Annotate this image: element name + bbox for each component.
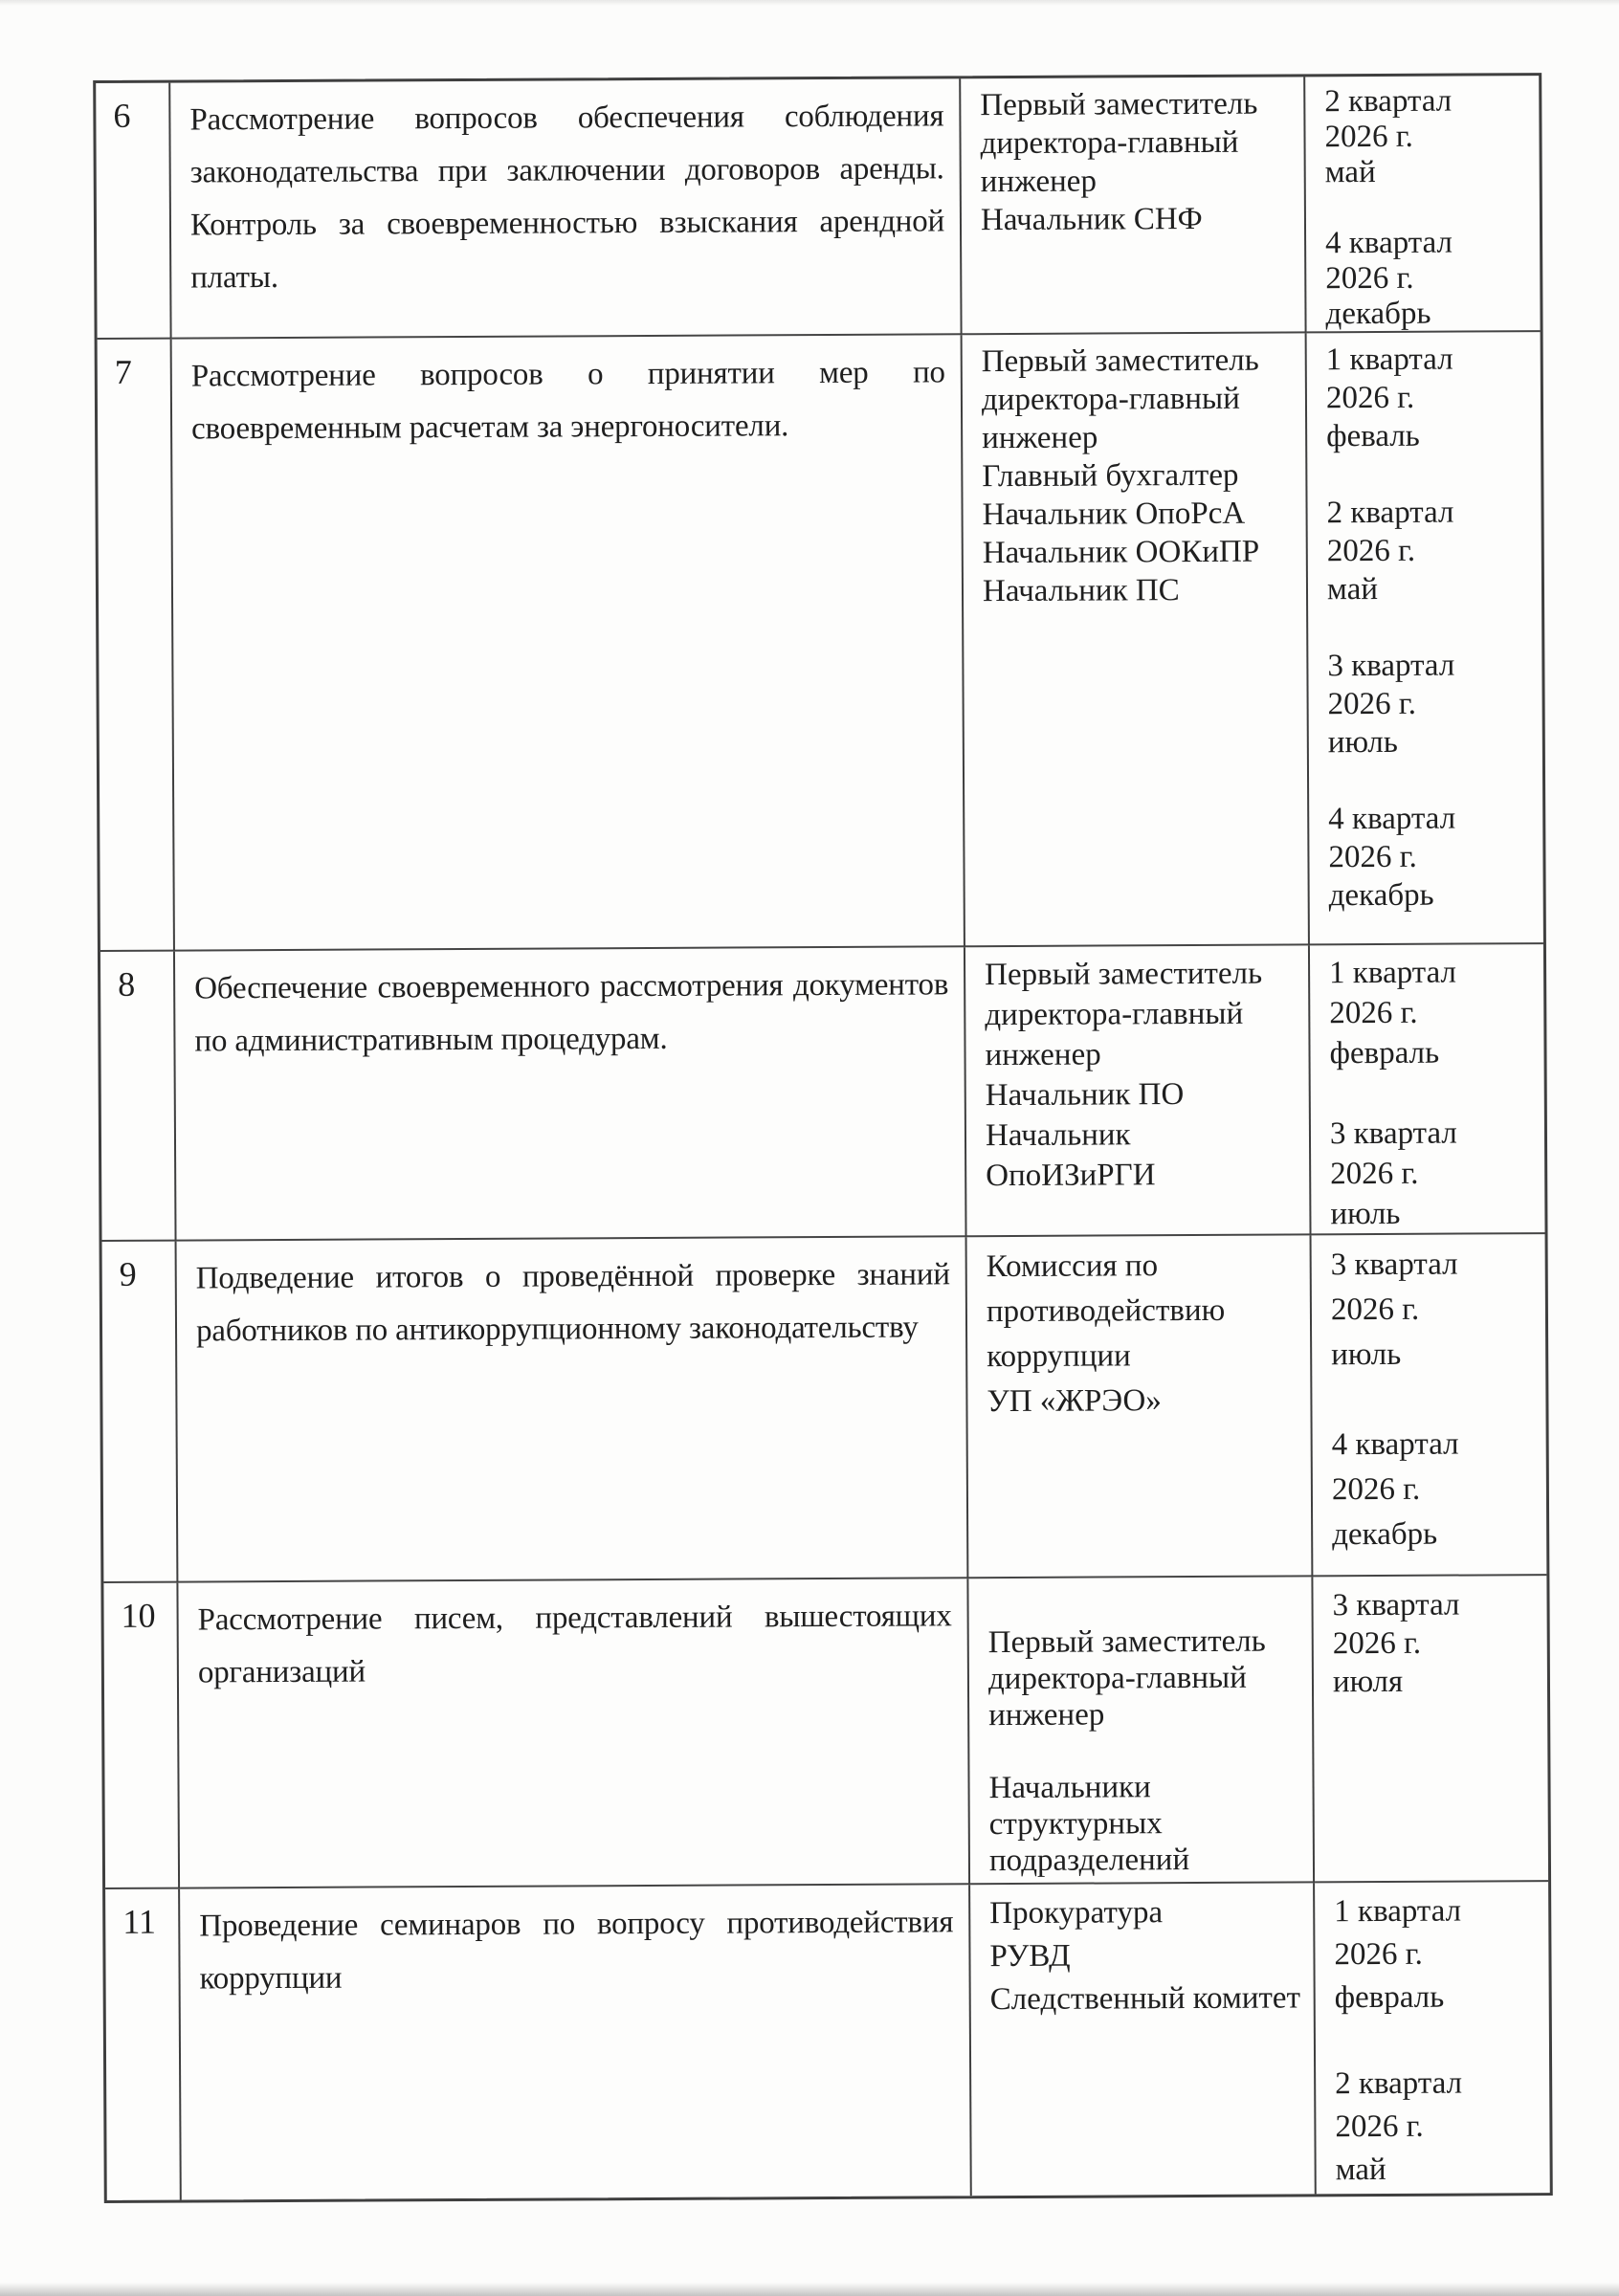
text-line — [1325, 189, 1532, 226]
text-line: структурных — [988, 1806, 1163, 1843]
text-line: Начальник ОпоРсА — [982, 496, 1246, 533]
text-line: 2026 г. — [1334, 1936, 1423, 1973]
text-line: Начальник — [985, 1117, 1131, 1154]
text-line: Первый заместитель — [981, 342, 1259, 380]
table-row — [103, 1576, 1548, 1889]
text-line: 2026 г. — [1330, 1156, 1419, 1192]
task-cell — [180, 1885, 972, 2199]
text-line: 2026 г. — [1326, 533, 1416, 569]
text-line — [1326, 454, 1533, 494]
text-line: Рассмотрение вопросов о принятии мер по — [190, 355, 945, 394]
text-line: февраль — [1329, 1035, 1440, 1071]
text-line: 3 квартал — [1330, 1247, 1458, 1283]
scan-edge-artifact-top — [0, 0, 1619, 6]
text-line — [1328, 761, 1535, 800]
row-number-cell: 10 — [103, 1583, 180, 1889]
timeline-cell — [1313, 1576, 1548, 1883]
text-line — [1335, 2019, 1541, 2063]
timeline-cell — [1307, 332, 1543, 945]
text-line: коррупции — [199, 1960, 343, 1997]
text-line: декабрь — [1332, 1516, 1438, 1553]
table-row — [96, 76, 1540, 340]
text-line: 1 квартал — [1334, 1893, 1462, 1930]
text-line: май — [1335, 2152, 1386, 2188]
task-cell — [177, 1237, 969, 1582]
text-line: 3 квартал — [1327, 648, 1455, 684]
text-line: директора-главный — [981, 381, 1240, 418]
text-line: Начальник ПО — [985, 1077, 1185, 1114]
row-number-cell: 11 — [105, 1889, 182, 2200]
text-line: июль — [1330, 1196, 1401, 1232]
text-line: Начальники — [988, 1770, 1151, 1806]
timeline-cell — [1305, 76, 1540, 333]
text-line: противодействию — [986, 1292, 1226, 1330]
responsible-cell — [967, 1235, 1314, 1578]
text-line: 2026 г. — [1332, 1625, 1422, 1662]
text-line: декабрь — [1325, 296, 1431, 332]
text-line: платы. — [190, 260, 278, 296]
task-cell — [175, 947, 967, 1241]
text-line: 2026 г. — [1324, 119, 1413, 155]
text-line: май — [1326, 571, 1379, 607]
text-line: Проведение семинаров по вопросу противодействия — [199, 1905, 954, 1944]
text-line: Начальник ПС — [982, 573, 1180, 609]
text-line: инженер — [988, 1697, 1105, 1733]
task-cell — [178, 1578, 970, 1888]
text-line: Рассмотрение писем, представлений вышестоящих — [197, 1599, 952, 1638]
text-line: директора-главный — [987, 1660, 1247, 1697]
table-row — [105, 1882, 1550, 2200]
text-line: Прокуратура — [989, 1895, 1164, 1932]
table-row — [102, 1234, 1547, 1583]
text-line — [1331, 1377, 1538, 1423]
row-number-cell: 8 — [100, 952, 177, 1242]
text-line: 2026 г. — [1330, 1292, 1420, 1328]
text-line: июль — [1331, 1336, 1402, 1373]
text-line: 4 квартал — [1331, 1426, 1459, 1463]
text-line: Первый заместитель — [980, 86, 1258, 123]
text-line: 2 квартал — [1335, 2065, 1463, 2102]
text-line: Начальник СНФ — [980, 201, 1203, 238]
text-line: Обеспечение своевременного рассмотрения документов — [194, 967, 949, 1006]
row-number-cell: 6 — [96, 83, 171, 340]
text-line: 2026 г. — [1335, 2108, 1424, 2145]
text-line: директора-главный — [980, 124, 1239, 162]
text-line: Подведение итогов о проведённой проверке знаний — [195, 1257, 950, 1296]
text-line: 2026 г. — [1325, 380, 1415, 416]
text-line: УП «ЖРЭО» — [987, 1383, 1162, 1420]
table-row — [98, 332, 1543, 952]
text-line: июль — [1327, 724, 1398, 761]
text-line: Комиссия по — [986, 1248, 1159, 1285]
text-line: 2026 г. — [1325, 260, 1414, 297]
text-line: по административным процедурам. — [194, 1021, 668, 1059]
text-line: ОпоИЗиРГИ — [986, 1158, 1156, 1194]
text-line: 1 квартал — [1325, 342, 1453, 378]
text-line: 4 квартал — [1325, 225, 1453, 261]
text-line: директора-главный — [985, 996, 1244, 1033]
text-line: 1 квартал — [1329, 955, 1457, 991]
text-line: инженер — [982, 420, 1098, 456]
text-line: 4 квартал — [1328, 801, 1456, 837]
responsible-cell — [965, 945, 1312, 1237]
text-line: своевременным расчетам за энергоносители. — [191, 408, 789, 447]
table-row — [100, 944, 1545, 1242]
text-line: инженер — [985, 1037, 1101, 1073]
text-line: РУВД — [989, 1938, 1071, 1975]
text-line: подразделений — [988, 1843, 1190, 1879]
text-line: 2026 г. — [1329, 995, 1418, 1031]
row-number-cell: 7 — [98, 340, 175, 952]
text-line: февраль — [1334, 1979, 1445, 2016]
text-line: Начальник ООКиПР — [982, 534, 1260, 571]
task-cell — [172, 335, 965, 951]
text-line: законодательства при заключении договоров аренды. — [189, 151, 944, 190]
text-line: июля — [1332, 1664, 1404, 1700]
text-line: Контроль за своевременностью взыскания арендной — [189, 204, 945, 243]
text-line: организаций — [197, 1654, 366, 1690]
text-line: феваль — [1326, 418, 1420, 454]
text-line: 2026 г. — [1331, 1471, 1421, 1508]
responsible-cell — [961, 77, 1306, 335]
task-cell — [170, 78, 962, 339]
text-line — [1330, 1072, 1537, 1114]
text-line: Первый заместитель — [987, 1623, 1266, 1661]
text-line — [988, 1732, 1304, 1770]
plan-table — [93, 73, 1553, 2203]
text-line: Первый заместитель — [985, 956, 1263, 993]
text-line: работников по антикоррупционному законодательству — [195, 1310, 919, 1349]
row-number-cell: 9 — [102, 1242, 179, 1583]
responsible-cell — [970, 1883, 1317, 2196]
text-line: 2 квартал — [1324, 83, 1453, 120]
text-line: 3 квартал — [1332, 1587, 1460, 1623]
text-line: 2 квартал — [1326, 495, 1454, 531]
text-line: Следственный комитет — [989, 1980, 1301, 2018]
timeline-cell — [1312, 1234, 1547, 1577]
text-line: декабрь — [1328, 877, 1434, 914]
text-line: Рассмотрение вопросов обеспечения соблюдения — [189, 99, 944, 138]
text-line: 2026 г. — [1327, 686, 1417, 722]
text-line: 3 квартал — [1329, 1115, 1457, 1152]
text-line: коррупции — [987, 1338, 1131, 1375]
text-line: инженер — [980, 164, 1097, 200]
scan-edge-artifact-bottom — [0, 2283, 1619, 2296]
responsible-cell — [968, 1577, 1315, 1885]
text-line — [1327, 607, 1534, 647]
timeline-cell — [1310, 944, 1545, 1235]
text-line: Главный бухгалтер — [982, 457, 1239, 495]
responsible-cell — [963, 333, 1310, 947]
text-line: 2026 г. — [1328, 839, 1417, 875]
timeline-cell — [1315, 1882, 1550, 2194]
text-line: май — [1324, 154, 1376, 190]
